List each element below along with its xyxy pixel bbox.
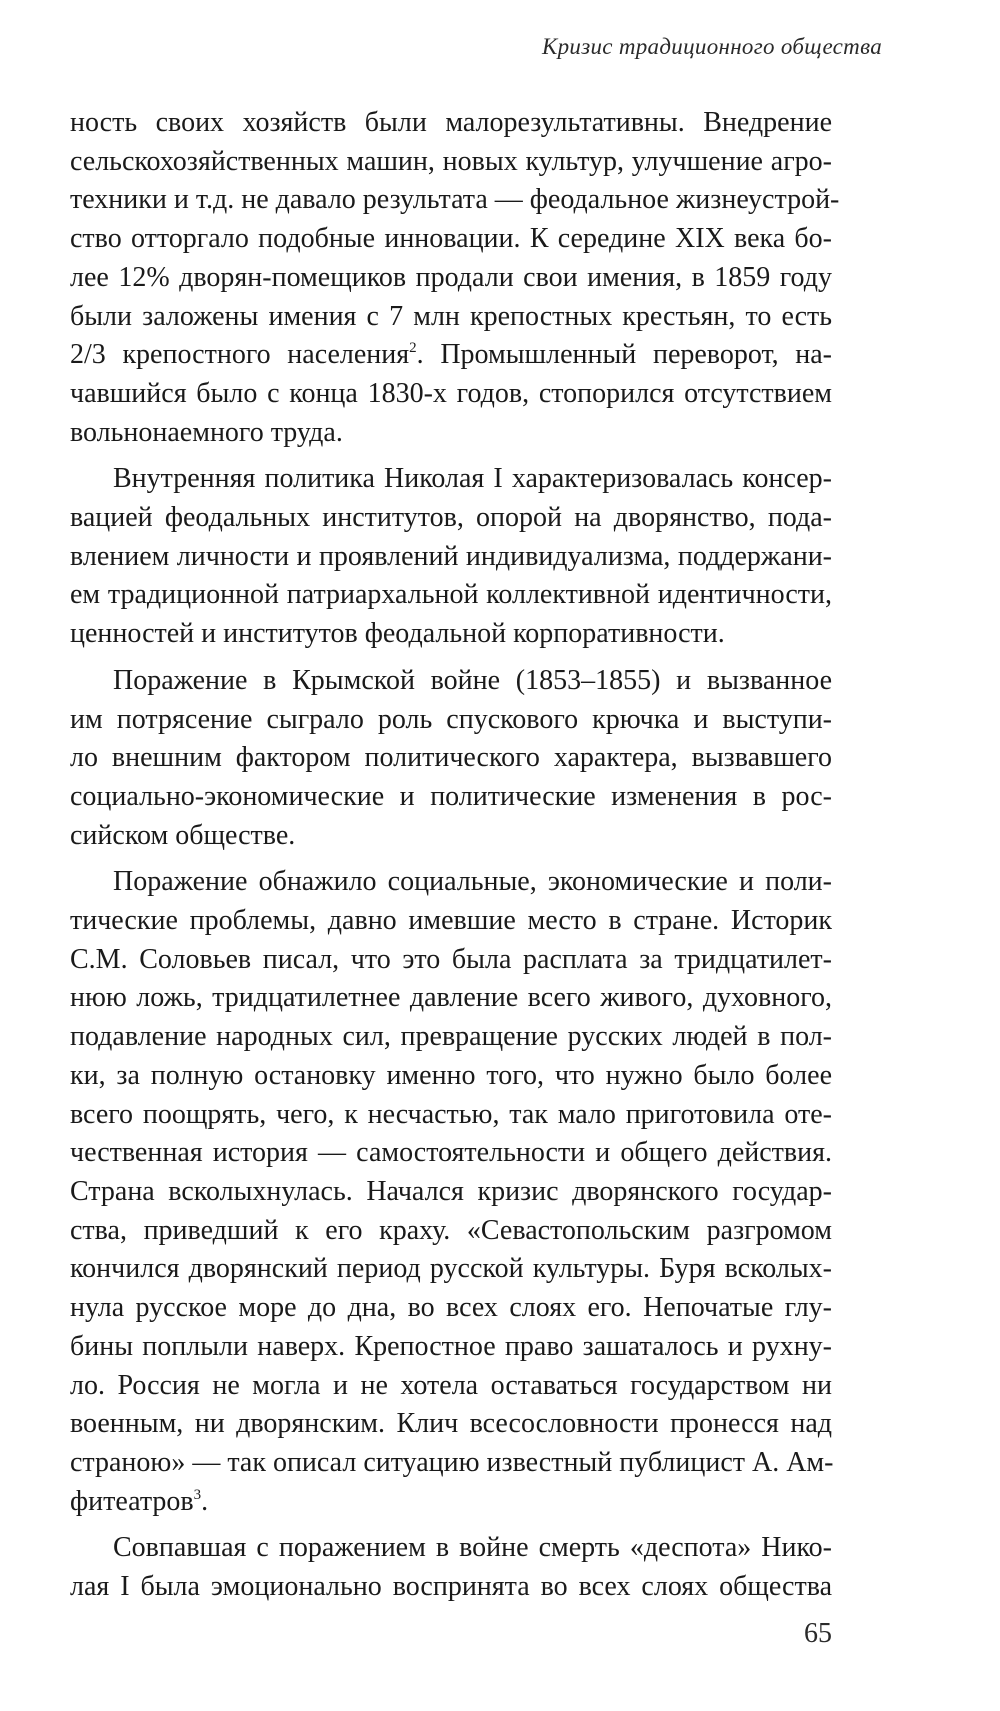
text-line: подавление народных сил, превращение русских людей в пол- [70,1021,832,1053]
text-line: ки, за полную остановку именно того, что нужно было более [70,1059,832,1091]
text-line: ло внешним фактором политического характера, вызвавшего [70,742,832,774]
text-fragment: 2/3 крепостного населения [70,339,410,371]
text-line: ность своих хозяйств были малорезультативны. Внедрение [70,107,832,138]
text-line: лая I была эмоционально воспринята во всех слоях общества [70,1571,832,1603]
text-line: бины поплыли наверх. Крепостное право зашаталось и рухну- [70,1330,832,1362]
text-line: лее 12% дворян-помещиков продали свои имения, в 1859 году [70,261,832,293]
paragraph-2 [70,460,832,654]
text-line: С.М. Соловьев писал, что это была расплата за тридцатилет- [70,943,832,975]
text-fragment: фитеатров [70,1485,194,1517]
paragraph-3 [70,662,832,856]
text-line: им потрясение сыграло роль спускового крючка и выступи- [70,703,832,735]
text-line-with-footnote [70,336,832,375]
text-line: вольнонаемного труда. [70,416,343,448]
body-text [70,104,840,1607]
text-line: Внутренняя политика Николая I характеризовалась консер- [113,463,832,495]
text-line: влением личности и проявлений индивидуализма, поддержани- [70,540,832,572]
paragraph-4 [70,863,832,1521]
text-line: нюю ложь, тридцатилетнее давление всего живого, духовного, [70,982,832,1014]
text-line: чавшийся было с конца 1830-х годов, стопорился отсутствием [70,377,832,409]
text-line: сийском обществе. [70,819,296,851]
text-fragment: . [201,1485,209,1517]
text-line: тические проблемы, давно имевшие место в стране. Историк [70,905,832,937]
text-line: Поражение обнажило социальные, экономические и поли- [113,866,832,898]
text-line: всего поощрять, чего, к несчастью, так мало приготовила оте- [70,1098,832,1130]
footnote-marker: 3 [193,1486,202,1503]
text-line: страною» — так описал ситуацию известный публицист А. Ам- [70,1446,834,1478]
text-line: ло. Россия не могла и не хотела оставаться государством ни [70,1369,832,1401]
text-line: нула русское море до дна, во всех слоях его. Непочатые глу- [70,1292,832,1324]
running-header: Кризис традиционного общества [542,34,882,59]
text-line: чественная история — самостоятельности и общего действия. [70,1137,832,1169]
text-line: ства, приведший к его краху. «Севастопольским разгромом [70,1214,832,1246]
text-line: сельскохозяйственных машин, новых культур, улучшение агро- [70,145,832,177]
paragraph-5 [70,1529,832,1606]
footnote-marker: 2 [409,340,417,357]
text-line: вацией феодальных институтов, опорой на дворянство, пода- [70,502,832,534]
text-line: Поражение в Крымской войне (1853–1855) и вызванное [113,664,832,696]
text-line: кончился дворянский период русской культуры. Буря всколых- [70,1253,832,1285]
text-line: Совпавшая с поражением в войне смерть «деспота» Нико- [113,1532,832,1564]
text-line: Страна всколыхнулась. Начался кризис дворянского государ- [70,1175,832,1207]
page-number: 65 [804,1618,832,1649]
text-line-with-footnote [70,1483,832,1522]
paragraph-1 [70,104,840,452]
text-fragment: . Промышленный переворот, на- [416,339,833,371]
text-line: техники и т.д. не давало результата — феодальное жизнеустрой- [70,184,840,216]
text-line: ство отторгало подобные инновации. К середине XIX века бо- [70,223,832,255]
text-line: были заложены имения с 7 млн крепостных крестьян, то есть [70,300,832,332]
text-line: ценностей и институтов феодальной корпоративности. [70,618,725,650]
text-line: ем традиционной патриархальной коллективной идентичности, [70,579,832,611]
text-line: социально-экономические и политические изменения в рос- [70,780,832,812]
text-line: военным, ни дворянским. Клич всесословности пронесся над [70,1408,832,1440]
